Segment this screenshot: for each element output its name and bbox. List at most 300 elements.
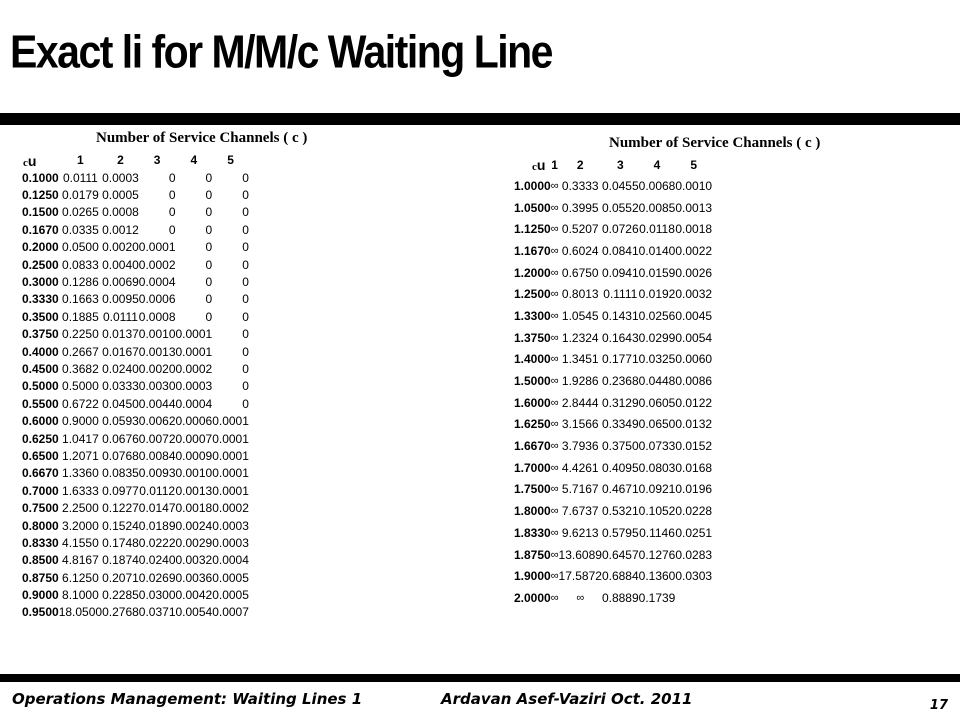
utilization-cell: 0.6250 xyxy=(22,431,59,446)
value-cell: 0.0093 xyxy=(138,466,176,481)
value-cell: 0.3333 xyxy=(561,178,599,193)
utilization-cell: 0.4500 xyxy=(22,361,59,376)
value-cell: 1.9286 xyxy=(561,374,599,389)
value-cell: 0.8889 xyxy=(601,590,639,605)
table-row xyxy=(514,544,712,566)
utilization-cell: 0.8330 xyxy=(22,535,59,550)
value-cell: 0.0006 xyxy=(138,292,176,307)
value-cell: 0.0020 xyxy=(138,361,176,376)
left-data-table xyxy=(22,151,249,621)
value-cell: 0.0001 xyxy=(175,327,213,342)
value-cell: 0.0095 xyxy=(102,292,139,307)
table-row xyxy=(514,175,712,197)
value-cell: 0.0941 xyxy=(601,265,639,280)
value-cell: 0 xyxy=(205,309,213,324)
utilization-cell: 0.3330 xyxy=(22,292,59,307)
utilization-cell: 0.5500 xyxy=(22,396,59,411)
value-cell: 0.0003 xyxy=(102,170,139,185)
value-cell: 0.0010 xyxy=(175,466,213,481)
bottom-rule xyxy=(0,674,960,682)
value-cell: ∞ xyxy=(550,440,559,453)
value-cell: 0.3682 xyxy=(62,361,99,376)
top-rule xyxy=(0,113,960,125)
table-row xyxy=(22,569,249,586)
utilization-cell: 0.7000 xyxy=(22,483,59,498)
value-cell: 0 xyxy=(242,292,249,307)
value-cell: 0.0450 xyxy=(102,396,139,411)
value-cell: 0.0132 xyxy=(675,417,713,432)
value-cell: ∞ xyxy=(550,353,559,366)
value-cell: 0.0835 xyxy=(102,466,139,481)
value-cell: 0.0137 xyxy=(102,327,139,342)
table-row xyxy=(514,565,712,587)
utilization-cell: 0.9000 xyxy=(22,588,59,603)
value-cell: 0.0251 xyxy=(675,525,713,540)
table-row xyxy=(22,430,249,447)
value-cell: 0.3349 xyxy=(601,417,639,432)
value-cell: 0.0111 xyxy=(62,170,98,185)
value-cell: 0.0371 xyxy=(138,605,176,620)
value-cell: 0.0036 xyxy=(175,570,213,585)
right-data-table xyxy=(514,155,712,609)
right-table-caption: Number of Service Channels ( c ) xyxy=(609,135,821,151)
value-cell: 0.0005 xyxy=(212,570,249,585)
value-cell: 0.0552 xyxy=(601,200,639,215)
value-cell: 0.0768 xyxy=(102,448,139,463)
value-cell: 0.0010 xyxy=(675,178,713,193)
utilization-cell: 2.0000 xyxy=(514,590,551,605)
value-cell: 0.0013 xyxy=(175,483,213,498)
value-cell: 0.2667 xyxy=(62,344,99,359)
table-row xyxy=(22,517,249,534)
utilization-cell: 1.6670 xyxy=(514,439,551,454)
table-row xyxy=(514,218,712,240)
value-cell: 0.6457 xyxy=(601,547,639,562)
value-cell: 0.0069 xyxy=(102,275,139,290)
table-row xyxy=(22,395,249,412)
value-cell: 1.3360 xyxy=(62,466,99,481)
value-cell: 0.0012 xyxy=(102,222,139,237)
column-header: 5 xyxy=(227,153,234,167)
value-cell: 0.0650 xyxy=(638,417,676,432)
value-cell: 0.0228 xyxy=(675,504,713,519)
value-cell: 0.6722 xyxy=(62,396,99,411)
utilization-cell: 1.8330 xyxy=(514,525,551,540)
value-cell: 0.5000 xyxy=(62,379,99,394)
utilization-cell: 1.3750 xyxy=(514,330,551,345)
value-cell: 0.0054 xyxy=(175,605,213,620)
utilization-cell: 1.8750 xyxy=(514,547,551,562)
utilization-cell: 0.9500 xyxy=(22,605,59,620)
value-cell: 0.0448 xyxy=(638,374,676,389)
utilization-cell: 1.6250 xyxy=(514,417,551,432)
value-cell: 0.0024 xyxy=(175,518,213,533)
value-cell: 9.6213 xyxy=(561,525,599,540)
value-cell: 1.2324 xyxy=(561,330,599,345)
table-row xyxy=(22,586,249,603)
value-cell: 0.0072 xyxy=(138,431,176,446)
value-cell: 0.0147 xyxy=(138,501,176,516)
value-cell: 0 xyxy=(205,170,213,185)
table-row xyxy=(22,360,249,377)
value-cell: 0.1643 xyxy=(601,330,639,345)
value-cell: 0 xyxy=(168,222,176,237)
utilization-cell: 1.8000 xyxy=(514,504,551,519)
value-cell: 0.0003 xyxy=(212,535,249,550)
value-cell: ∞ xyxy=(550,266,559,279)
value-cell: 0.0006 xyxy=(175,414,213,429)
utilization-cell: 0.1000 xyxy=(22,170,59,185)
c-label: c xyxy=(532,161,537,173)
utilization-cell: 0.6670 xyxy=(22,466,59,481)
value-cell: ∞ xyxy=(550,223,559,236)
value-cell: 0.0325 xyxy=(638,352,676,367)
value-cell: ∞ xyxy=(550,483,559,496)
table-row xyxy=(22,343,249,360)
value-cell: 1.2071 xyxy=(62,448,99,463)
value-cell: 0.1663 xyxy=(62,292,99,307)
page-number: 17 xyxy=(929,698,948,713)
value-cell: 0.0140 xyxy=(638,243,676,258)
value-cell: 0.0005 xyxy=(102,188,139,203)
value-cell: 0.0335 xyxy=(62,222,99,237)
value-cell: 0 xyxy=(205,292,213,307)
value-cell: 0.0733 xyxy=(638,439,676,454)
value-cell: 0.0001 xyxy=(212,483,249,498)
value-cell: ∞ xyxy=(550,331,559,344)
column-header: 2 xyxy=(117,153,124,167)
table-row xyxy=(514,305,712,327)
utilization-cell: 1.4000 xyxy=(514,352,551,367)
value-cell: 0.0269 xyxy=(138,570,176,585)
value-cell: 0.0676 xyxy=(102,431,139,446)
value-cell xyxy=(675,587,712,609)
value-cell: 1.3451 xyxy=(561,352,599,367)
c-label: c xyxy=(23,157,28,169)
u-label: u xyxy=(27,153,37,169)
value-cell: 0 xyxy=(205,222,213,237)
value-cell: 0.0032 xyxy=(675,287,713,302)
value-cell: 0.1146 xyxy=(639,525,675,540)
value-cell: 0.1885 xyxy=(62,309,99,324)
value-cell: 0 xyxy=(242,396,249,411)
value-cell: 0.0004 xyxy=(175,396,213,411)
value-cell: 0.0593 xyxy=(102,414,139,429)
table-row xyxy=(22,308,249,325)
utilization-cell: 0.7500 xyxy=(22,501,59,516)
value-cell: 0.1052 xyxy=(638,504,676,519)
table-row xyxy=(22,169,249,186)
value-cell: 0.0013 xyxy=(675,200,713,215)
value-cell: 0.0007 xyxy=(175,431,213,446)
value-cell: 6.1250 xyxy=(62,570,99,585)
utilization-cell: 1.1250 xyxy=(514,222,551,237)
value-cell: 0.0001 xyxy=(175,344,213,359)
utilization-cell: 0.2000 xyxy=(22,240,59,255)
value-cell: 0.1739 xyxy=(638,590,676,605)
value-cell: ∞ xyxy=(550,591,559,604)
column-header: 1 xyxy=(77,153,84,167)
value-cell: 0.0042 xyxy=(175,588,213,603)
utilization-cell: 1.0000 xyxy=(514,178,551,193)
value-cell: 0.0029 xyxy=(175,535,213,550)
value-cell: 0.0001 xyxy=(212,414,249,429)
table-row xyxy=(22,256,249,273)
value-cell: 18.0500 xyxy=(58,605,103,620)
table-row xyxy=(22,273,249,290)
value-cell: ∞ xyxy=(550,505,559,518)
utilization-cell: 0.6000 xyxy=(22,414,59,429)
table-row xyxy=(22,412,249,429)
value-cell: 0 xyxy=(168,170,176,185)
value-cell: 0.0283 xyxy=(675,547,713,562)
value-cell: 0.2250 xyxy=(62,327,99,342)
value-cell: 0 xyxy=(242,188,249,203)
utilization-cell: 0.1500 xyxy=(22,205,59,220)
value-cell: 0.6750 xyxy=(561,265,599,280)
value-cell: 3.7936 xyxy=(561,439,599,454)
table-row xyxy=(22,291,249,308)
value-cell: 0 xyxy=(168,205,176,220)
left-table-caption: Number of Service Channels ( c ) xyxy=(96,130,308,146)
utilization-cell: 0.2500 xyxy=(22,257,59,272)
value-cell: 0.0009 xyxy=(175,448,213,463)
value-cell: 0.0022 xyxy=(675,243,713,258)
value-cell: ∞ xyxy=(550,396,559,409)
value-cell: 0 xyxy=(242,379,249,394)
value-cell: 0.2768 xyxy=(102,605,139,620)
value-cell: 0.2368 xyxy=(601,374,639,389)
value-cell: 0.4671 xyxy=(601,482,639,497)
value-cell: 0.1227 xyxy=(102,501,139,516)
value-cell: 0.0018 xyxy=(175,501,213,516)
value-cell: 0.0044 xyxy=(138,396,176,411)
value-cell: 0.9000 xyxy=(62,414,99,429)
value-cell: 0 xyxy=(205,275,213,290)
value-cell: 0.1431 xyxy=(601,308,639,323)
value-cell: 0.1111 xyxy=(603,287,638,302)
value-cell: 1.6333 xyxy=(62,483,99,498)
value-cell: 0.0062 xyxy=(138,414,176,429)
value-cell: 0.6884 xyxy=(601,569,639,584)
column-header: 2 xyxy=(576,158,584,172)
utilization-cell: 1.1670 xyxy=(514,243,551,258)
value-cell: 0.2285 xyxy=(102,588,139,603)
value-cell: 0.5207 xyxy=(561,222,599,237)
utilization-cell: 0.3000 xyxy=(22,275,59,290)
value-cell: 0.3750 xyxy=(601,439,639,454)
value-cell: 0.0068 xyxy=(638,178,676,193)
table-row xyxy=(514,240,712,262)
value-cell: 0.0256 xyxy=(638,308,676,323)
value-cell: 4.8167 xyxy=(62,553,99,568)
value-cell: 0.5321 xyxy=(601,504,639,519)
value-cell: ∞ xyxy=(550,179,559,192)
value-cell: 0.0001 xyxy=(212,431,249,446)
utilization-cell: 0.1250 xyxy=(22,188,59,203)
value-cell: 0 xyxy=(242,170,249,185)
value-cell: 0 xyxy=(242,361,249,376)
utilization-cell: 0.6500 xyxy=(22,448,59,463)
value-cell: 0.0122 xyxy=(675,395,713,410)
column-header: 3 xyxy=(153,153,161,167)
value-cell: 4.4261 xyxy=(561,460,599,475)
table-row xyxy=(514,457,712,479)
table-row xyxy=(22,239,249,256)
utilization-cell: 1.7000 xyxy=(514,460,551,475)
value-cell: 0.0726 xyxy=(601,222,639,237)
table-row xyxy=(514,283,712,305)
value-cell: ∞ xyxy=(550,570,559,583)
value-cell: 0.0060 xyxy=(675,352,713,367)
table-row xyxy=(22,552,249,569)
table-row xyxy=(514,414,712,436)
value-cell: 0.0005 xyxy=(212,588,249,603)
value-cell: 0.5795 xyxy=(601,525,639,540)
value-cell: 17.5872 xyxy=(558,569,602,584)
table-row xyxy=(514,435,712,457)
value-cell: 0.0054 xyxy=(675,330,713,345)
value-cell: 0.0003 xyxy=(212,518,249,533)
table-row xyxy=(22,465,249,482)
value-cell: 0.1276 xyxy=(638,547,676,562)
value-cell: 0.0010 xyxy=(138,327,176,342)
value-cell: 0.0018 xyxy=(675,222,713,237)
value-cell: 0.0605 xyxy=(638,395,676,410)
value-cell: 0.0026 xyxy=(675,265,713,280)
right-header-row xyxy=(514,155,712,175)
value-cell: 0.0045 xyxy=(675,308,713,323)
value-cell: 0.0303 xyxy=(675,569,713,584)
value-cell: 0 xyxy=(242,327,249,342)
value-cell: 0.0168 xyxy=(675,460,713,475)
value-cell: 0 xyxy=(242,309,249,324)
value-cell: 0.3129 xyxy=(601,395,639,410)
column-header: 4 xyxy=(653,158,661,172)
value-cell: 0.0189 xyxy=(138,518,176,533)
value-cell: 13.6089 xyxy=(558,547,602,562)
table-row xyxy=(514,500,712,522)
value-cell: 5.7167 xyxy=(561,482,599,497)
value-cell: ∞ xyxy=(550,244,559,257)
column-header: 4 xyxy=(190,153,198,167)
value-cell: 0.1360 xyxy=(638,569,676,584)
table-row xyxy=(514,522,712,544)
table-row xyxy=(514,197,712,219)
slide-title: Exact li for M/M/c Waiting Line xyxy=(10,26,552,78)
value-cell: 0.0003 xyxy=(175,379,213,394)
value-cell: 0.0030 xyxy=(138,379,176,394)
column-header: 3 xyxy=(616,158,624,172)
table-row xyxy=(514,587,712,609)
value-cell: 0.0159 xyxy=(638,265,676,280)
value-cell: 0.0085 xyxy=(638,200,676,215)
table-row xyxy=(22,482,249,499)
utilization-cell: 0.8000 xyxy=(22,518,59,533)
value-cell: 1.0417 xyxy=(62,431,99,446)
utilization-cell: 0.1670 xyxy=(22,222,59,237)
value-cell: 0.0001 xyxy=(212,466,249,481)
value-cell: 0 xyxy=(205,240,213,255)
value-cell: 0.0192 xyxy=(638,287,676,302)
value-cell: 0.0008 xyxy=(138,309,176,324)
value-cell: 0.0004 xyxy=(138,275,176,290)
table-row xyxy=(22,378,249,395)
value-cell: 0.0265 xyxy=(62,205,99,220)
value-cell: 0.0118 xyxy=(639,222,675,237)
value-cell: 0.0001 xyxy=(138,240,176,255)
value-cell: 0.1771 xyxy=(601,352,639,367)
value-cell: 0.0240 xyxy=(138,553,176,568)
value-cell: ∞ xyxy=(576,591,585,604)
value-cell: 0.1874 xyxy=(102,553,139,568)
value-cell: 0 xyxy=(242,240,249,255)
value-cell: 3.1566 xyxy=(561,417,599,432)
value-cell: 0.0032 xyxy=(175,553,213,568)
value-cell: 2.2500 xyxy=(62,501,99,516)
value-cell: ∞ xyxy=(550,461,559,474)
value-cell: 0.6024 xyxy=(561,243,599,258)
value-cell: ∞ xyxy=(550,548,559,561)
value-cell: 8.1000 xyxy=(62,588,99,603)
column-header: 5 xyxy=(690,158,698,172)
value-cell: 0.0086 xyxy=(675,374,713,389)
value-cell: 7.6737 xyxy=(561,504,599,519)
value-cell: 0.0152 xyxy=(675,439,713,454)
value-cell: 0.0977 xyxy=(102,483,139,498)
value-cell: 0.1524 xyxy=(102,518,139,533)
value-cell: 0.8013 xyxy=(561,287,599,302)
value-cell: 0 xyxy=(205,205,213,220)
value-cell: ∞ xyxy=(550,375,559,388)
value-cell: 0.0500 xyxy=(62,240,99,255)
value-cell: 0.0167 xyxy=(102,344,139,359)
utilization-cell: 1.3300 xyxy=(514,308,551,323)
value-cell: 0.0002 xyxy=(212,501,249,516)
table-row xyxy=(22,447,249,464)
utilization-cell: 0.8750 xyxy=(22,570,59,585)
value-cell: 0 xyxy=(205,257,213,272)
value-cell: 4.1550 xyxy=(62,535,99,550)
table-row xyxy=(514,392,712,414)
value-cell: 0.0008 xyxy=(102,205,139,220)
footer-course: Operations Management: Waiting Lines 1 xyxy=(12,690,363,708)
utilization-cell: 1.6000 xyxy=(514,395,551,410)
value-cell: 0.0002 xyxy=(138,257,176,272)
value-cell: 0.0112 xyxy=(139,483,176,498)
utilization-cell: 0.8500 xyxy=(22,553,59,568)
table-row xyxy=(22,204,249,221)
table-row xyxy=(22,499,249,516)
value-cell: 2.8444 xyxy=(561,395,599,410)
utilization-cell: 1.9000 xyxy=(514,569,551,584)
table-row xyxy=(22,326,249,343)
table-row xyxy=(514,479,712,501)
table-row xyxy=(22,534,249,551)
value-cell: ∞ xyxy=(550,288,559,301)
value-cell: 0 xyxy=(242,275,249,290)
value-cell: 0.1748 xyxy=(102,535,139,550)
value-cell: 0.0179 xyxy=(62,188,99,203)
utilization-cell: 0.3500 xyxy=(22,309,59,324)
value-cell: ∞ xyxy=(550,418,559,431)
table-row xyxy=(514,349,712,371)
utilization-cell: 1.2500 xyxy=(514,287,551,302)
value-cell: 0 xyxy=(205,188,213,203)
utilization-cell: 1.5000 xyxy=(514,374,551,389)
value-cell: 0.0333 xyxy=(102,379,139,394)
value-cell: 0.1286 xyxy=(62,275,99,290)
